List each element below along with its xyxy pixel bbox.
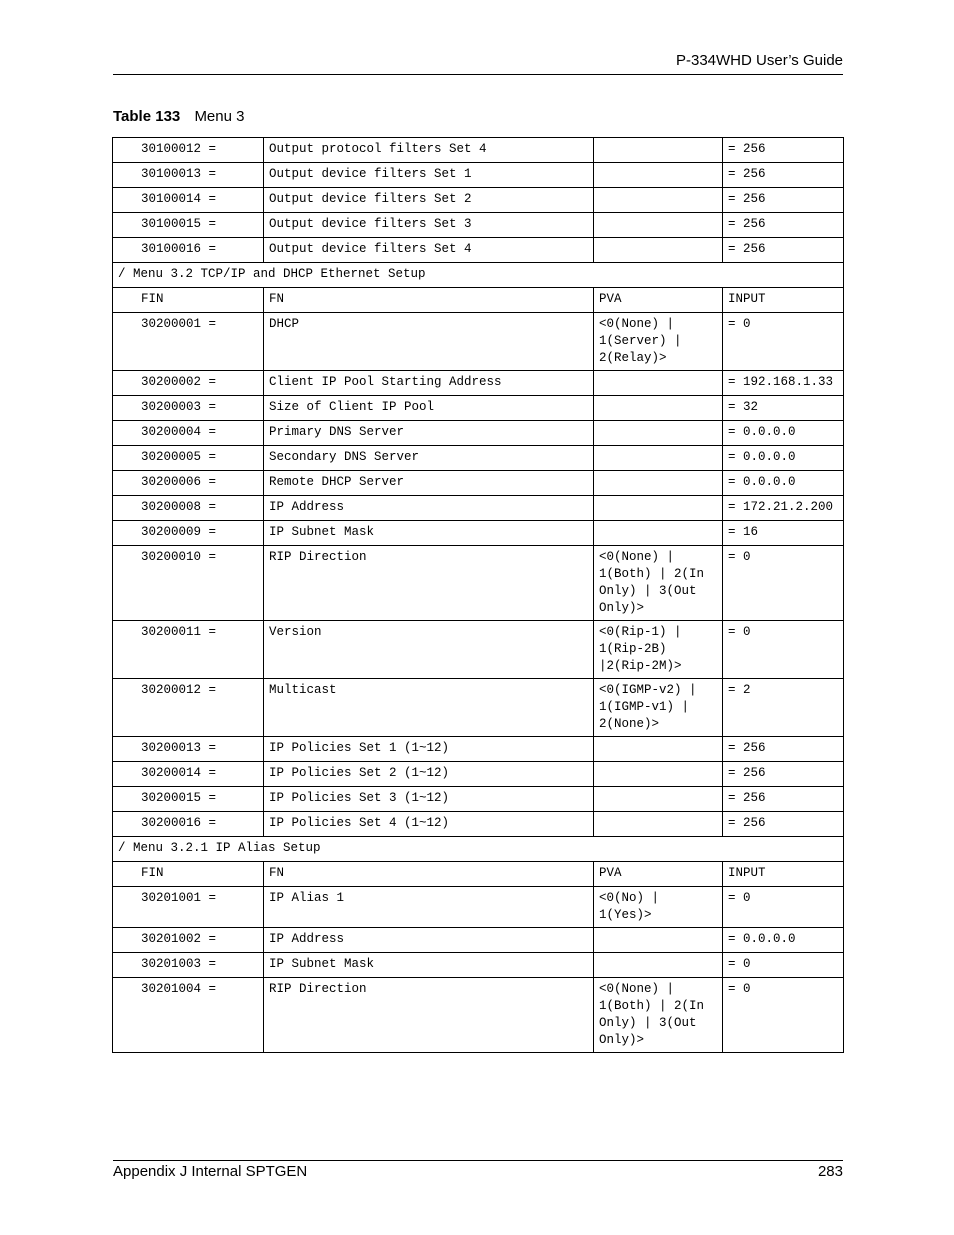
input-cell: = 256 (723, 188, 844, 213)
pva-cell: <0(None) | 1(Both) | 2(In Only) | 3(Out Only)> (594, 546, 723, 621)
table-row (113, 812, 844, 837)
section-row (113, 263, 844, 288)
table-row (113, 396, 844, 421)
table-row (113, 238, 844, 263)
pva-cell (594, 737, 723, 762)
input-cell: = 0 (723, 621, 844, 679)
column-header-row (113, 862, 844, 887)
input-cell: = 256 (723, 812, 844, 837)
fin-cell: 30200016 = (113, 812, 264, 837)
menu-table-body (113, 138, 844, 1053)
fn-cell: IP Alias 1 (264, 887, 594, 928)
table-row (113, 762, 844, 787)
fin-cell: 30200008 = (113, 496, 264, 521)
input-cell: = 32 (723, 396, 844, 421)
input-cell: = 256 (723, 762, 844, 787)
table-row (113, 213, 844, 238)
table-row (113, 521, 844, 546)
fin-cell: 30100012 = (113, 138, 264, 163)
fn-cell: Output device filters Set 4 (264, 238, 594, 263)
fin-cell: 30200004 = (113, 421, 264, 446)
pva-cell (594, 238, 723, 263)
pva-cell: <0(None) | 1(Both) | 2(In Only) | 3(Out Only)> (594, 978, 723, 1053)
fn-cell: Output device filters Set 2 (264, 188, 594, 213)
fin-cell: 30100014 = (113, 188, 264, 213)
section-title: / Menu 3.2 TCP/IP and DHCP Ethernet Setup (113, 263, 844, 288)
fn-cell: Secondary DNS Server (264, 446, 594, 471)
appendix-title: Appendix J Internal SPTGEN (113, 1163, 308, 1180)
table-row (113, 978, 844, 1053)
pva-cell (594, 812, 723, 837)
fn-cell: RIP Direction (264, 546, 594, 621)
fin-cell: FIN (113, 288, 264, 313)
fin-cell: 30100015 = (113, 213, 264, 238)
input-cell: = 0.0.0.0 (723, 928, 844, 953)
pva-cell (594, 471, 723, 496)
pva-cell (594, 421, 723, 446)
table-row (113, 621, 844, 679)
input-cell: = 2 (723, 679, 844, 737)
fin-cell: 30201002 = (113, 928, 264, 953)
pva-cell (594, 213, 723, 238)
table-row (113, 446, 844, 471)
table-row (113, 421, 844, 446)
input-cell: INPUT (723, 862, 844, 887)
fn-cell: Multicast (264, 679, 594, 737)
table-row (113, 496, 844, 521)
fn-cell: Primary DNS Server (264, 421, 594, 446)
fin-cell: 30200014 = (113, 762, 264, 787)
fin-cell: 30201001 = (113, 887, 264, 928)
table-row (113, 471, 844, 496)
fin-cell: 30200010 = (113, 546, 264, 621)
table-row (113, 679, 844, 737)
table-row (113, 737, 844, 762)
fin-cell: 30200006 = (113, 471, 264, 496)
fn-cell: IP Subnet Mask (264, 521, 594, 546)
input-cell: INPUT (723, 288, 844, 313)
pva-cell (594, 163, 723, 188)
input-cell: = 256 (723, 213, 844, 238)
input-cell: = 0 (723, 546, 844, 621)
column-header-row (113, 288, 844, 313)
pva-cell: <0(No) | 1(Yes)> (594, 887, 723, 928)
fin-cell: 30200012 = (113, 679, 264, 737)
input-cell: = 192.168.1.33 (723, 371, 844, 396)
fn-cell: IP Policies Set 3 (1~12) (264, 787, 594, 812)
pva-cell (594, 762, 723, 787)
input-cell: = 0 (723, 887, 844, 928)
input-cell: = 256 (723, 238, 844, 263)
table-row (113, 928, 844, 953)
input-cell: = 0.0.0.0 (723, 421, 844, 446)
table-row (113, 188, 844, 213)
pva-cell (594, 953, 723, 978)
table-number: Table 133 (113, 108, 181, 125)
input-cell: = 0 (723, 953, 844, 978)
input-cell: = 0.0.0.0 (723, 446, 844, 471)
page-number: 283 (817, 1163, 843, 1180)
fin-cell: 30200015 = (113, 787, 264, 812)
fn-cell: IP Policies Set 4 (1~12) (264, 812, 594, 837)
pva-cell: <0(None) | 1(Server) | 2(Relay)> (594, 313, 723, 371)
fn-cell: Output device filters Set 1 (264, 163, 594, 188)
pva-cell (594, 396, 723, 421)
input-cell: = 256 (723, 163, 844, 188)
fn-cell: Version (264, 621, 594, 679)
fin-cell: 30200002 = (113, 371, 264, 396)
fn-cell: Size of Client IP Pool (264, 396, 594, 421)
fin-cell: 30200009 = (113, 521, 264, 546)
fin-cell: 30200013 = (113, 737, 264, 762)
pva-cell (594, 928, 723, 953)
fn-cell: Output protocol filters Set 4 (264, 138, 594, 163)
fin-cell: FIN (113, 862, 264, 887)
table-row (113, 546, 844, 621)
section-title: / Menu 3.2.1 IP Alias Setup (113, 837, 844, 862)
input-cell: = 0.0.0.0 (723, 471, 844, 496)
table-caption (113, 108, 244, 125)
fin-cell: 30100013 = (113, 163, 264, 188)
pva-cell (594, 446, 723, 471)
pva-cell: <0(Rip-1) | 1(Rip-2B) |2(Rip-2M)> (594, 621, 723, 679)
fn-cell: IP Address (264, 928, 594, 953)
fn-cell: FN (264, 862, 594, 887)
pva-cell (594, 138, 723, 163)
fin-cell: 30200005 = (113, 446, 264, 471)
menu-table (112, 137, 844, 1053)
fn-cell: IP Subnet Mask (264, 953, 594, 978)
fin-cell: 30201004 = (113, 978, 264, 1053)
fn-cell: Remote DHCP Server (264, 471, 594, 496)
table-row (113, 953, 844, 978)
section-row (113, 837, 844, 862)
pva-cell (594, 371, 723, 396)
fin-cell: 30100016 = (113, 238, 264, 263)
fin-cell: 30200011 = (113, 621, 264, 679)
pva-cell: PVA (594, 288, 723, 313)
fin-cell: 30201003 = (113, 953, 264, 978)
table-row (113, 163, 844, 188)
input-cell: = 0 (723, 978, 844, 1053)
input-cell: = 16 (723, 521, 844, 546)
fin-cell: 30200001 = (113, 313, 264, 371)
table-row (113, 371, 844, 396)
fn-cell: IP Policies Set 2 (1~12) (264, 762, 594, 787)
input-cell: = 256 (723, 138, 844, 163)
pva-cell: <0(IGMP-v2) | 1(IGMP-v1) | 2(None)> (594, 679, 723, 737)
input-cell: = 256 (723, 787, 844, 812)
table-row (113, 787, 844, 812)
pva-cell (594, 521, 723, 546)
page-header (113, 50, 843, 75)
fin-cell: 30200003 = (113, 396, 264, 421)
fn-cell: FN (264, 288, 594, 313)
fn-cell: RIP Direction (264, 978, 594, 1053)
input-cell: = 172.21.2.200 (723, 496, 844, 521)
pva-cell (594, 496, 723, 521)
input-cell: = 0 (723, 313, 844, 371)
fn-cell: Output device filters Set 3 (264, 213, 594, 238)
pva-cell (594, 787, 723, 812)
fn-cell: DHCP (264, 313, 594, 371)
table-row (113, 887, 844, 928)
fn-cell: IP Address (264, 496, 594, 521)
pva-cell: PVA (594, 862, 723, 887)
fn-cell: Client IP Pool Starting Address (264, 371, 594, 396)
fn-cell: IP Policies Set 1 (1~12) (264, 737, 594, 762)
table-row (113, 138, 844, 163)
table-title: Menu 3 (194, 108, 245, 125)
table-row (113, 313, 844, 371)
input-cell: = 256 (723, 737, 844, 762)
pva-cell (594, 188, 723, 213)
guide-title: P-334WHD User’s Guide (676, 52, 843, 69)
page-footer (113, 1160, 843, 1180)
